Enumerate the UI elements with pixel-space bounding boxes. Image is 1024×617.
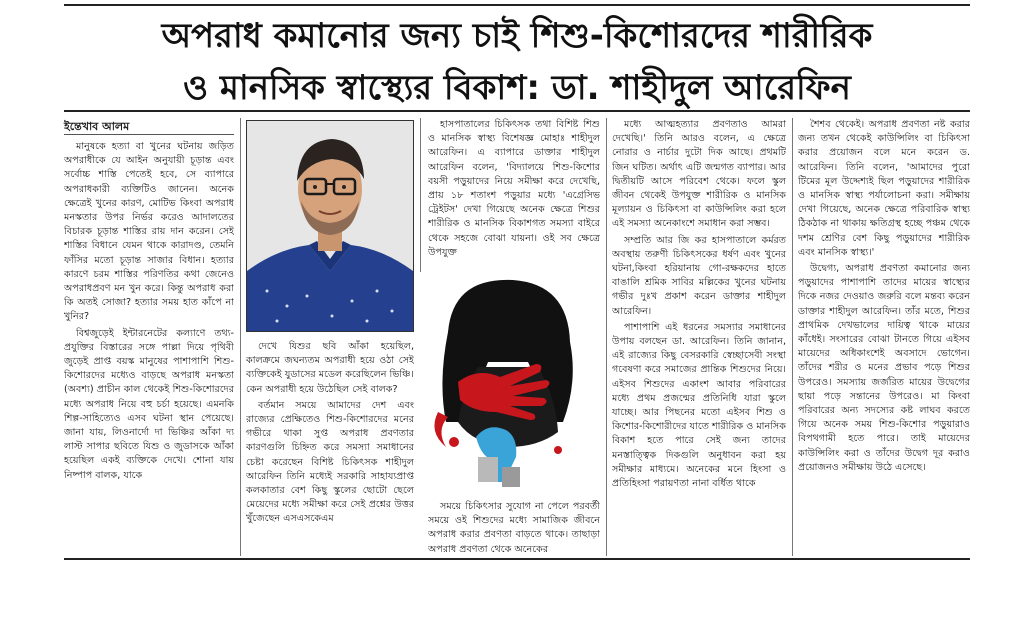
column-3-bottom [428,500,600,556]
portrait-illustration [247,121,413,331]
paragraph: হাসপাতালের চিকিৎসক তথা বিশিষ্ট শিশু ও মানসিক স্বাস্থ্য বিশেষজ্ঞ মোহাঃ শাহীদুল আরেফিন। এ ব্যাপারে ডাক্তার শাহীদুল আরেফিন বলেন, 'বিদ্যালয়ে শিশু-কিশোর বয়সী পড়ুয়াদের নিয়ে সমীক্ষা করে দেখেছি, প্রায় ১৮ শতাংশ পড়ুয়ার মধ্যে 'এগ্রেসিভ ট্রেইটস' দেখা গিয়েছে অনেক ক্ষেত্রে শিশুর শারীরিক ও মানসিক বিকাশগত সমস্যা বাইরে থেকে সহজে বোঝা যায়না। ওই সব ক্ষেত্রে উপযুক্ত [428,119,600,258]
paragraph: দেখে যিশুর ছবি আঁকা হয়েছিল, কালক্রমে জঘন্যতম অপরাধী হয়ে ওঠা সেই ব্যক্তিকেই যুডাসের মডেল করেছিলেন ভিঞ্চি। কেন অপরাধী হয়ে উঠেছিল সেই বালক? [246,341,414,395]
column-divider [792,118,793,556]
column-2 [246,340,414,556]
paragraph: উদ্বেগ্য, অপরাধ প্রবণতা কমানোর জন্য পড়ুয়াদের পাশাপাশি তাদের মায়ের স্বাস্থ্যের দিকে নজর দেওয়াও জরুরি বলে মন্তব্য করেন ডাক্তার শাহীদুল আরেফিন। তাঁর মতে, শিশুর প্রাথমিক দেখভালের দায়িত্ব থাকে মায়ের কাঁধেই। সংসারের বোঝা টানতে গিয়ে এইসব মায়েদের অধিকাংশেই অবসাদে ভোগেন। তাঁদের শরীর ও মনের প্রভাব পড়ে শিশুর উপরেও। সমস্যায় জর্জরিত মায়ের উদ্বেগের ছায়া পড়ে সন্তানের উপরেও। মা কিংবা পরিবারের অন্য সদস্যের কষ্ট লাঘব করতে গিয়ে অনেক সময় শিশু-কিশোর পড়ুয়ারাও বিপথগামী হতে পারে। তাই মায়েদের কাউন্সিলিং করা ও তাঁদের উদ্বেগ দূর করাও প্রয়োজনও সমীক্ষায় উঠে এসেছে। [798,263,970,473]
paragraph: মধ্যে আত্মহত্যার প্রবণতাও আমরা দেখেছি।' তিনি আরও বলেন, এ ক্ষেত্রে নোরার ও নার্চার দুটো দিক আছে। প্রথমটি জিন ঘটিত। অর্থাৎ এটি জন্মগত ব্যাপার। আর দ্বিতীয়টি আসে পরিবেশ থেকে। ফলে স্কুল জীবন থেকেই উপযুক্ত শারীরিক ও মানসিক মূল্যায়ন ও চিকিৎসা বা কাউন্সিলিং করা হলে এই সমস্যা অনেকাংশে সমাধান করা সম্ভব। [612,119,786,230]
headline [64,10,970,114]
column-divider [240,118,241,556]
child-abuse-illustration [418,272,598,494]
paragraph: বিশ্বজুড়েই ইন্টারনেটের কল্যাণে তথ্য-প্রযুক্তির বিস্তারের সঙ্গে পাল্লা দিয়ে পৃথিবী জুড়েই প্রাপ্ত বয়স্ক মানুষের পাশাপাশি শিশু-কিশোরদের মধ্যেও বাড়ছে অপরাধ মনস্কতা (অবশ্য) প্রাচীন কাল থেকেই শিশু-কিশোরদের মধ্যে অপরাধ নিয়ে বহু চর্চা হয়েছে। এমনকি শিল্প-সাহিত্যেও এসব ঘটনা স্থান পেয়েছে। জানা যায়, লিওনার্দো দা ভিঞ্চির আঁকা দ্য লাস্ট সাপার ছবিতে যিশু ও জুডাসকে আঁকা হয়েছিল একই ব্যক্তিকে দেখে। শোনা যায় নিষ্পাপ বালক, যাকে [64,327,234,481]
column-3-top [428,118,600,270]
illustration-art [418,272,598,494]
bottom-rule [64,558,970,560]
column-5 [798,118,970,556]
column-divider [420,118,421,278]
headline-line-2: ও মানসিক স্বাস্থ্যের বিকাশ: ডা. শাহীদুল আরেফিন [183,68,851,108]
paragraph: বর্তমান সময়ে আমাদের দেশ এবং রাজ্যের প্রেক্ষিতেও শিশু-কিশোরদের মনের গভীরে থাকা সুপ্ত অপরাধ প্রবণতার কারণগুলি চিহ্নিত করে সমস্যা সমাধানের চেষ্টা করেছেন বিশিষ্ট চিকিৎসক শাহীদুল আরেফিন তিনি মধ্যেই সরকারি সাহায্যপ্রাপ্ত কলকাতার বেশ কিছু স্কুলের ছোটো ছেলে মেয়েদের মধ্যে সমীক্ষা করে সেই প্রশ্নের উত্তর খুঁজেছেন এসএসকেএম [246,399,414,525]
portrait-photo [246,120,414,332]
column-4 [612,118,786,556]
column-divider [606,118,607,556]
headline-line-1: অপরাধ কমানোর জন্য চাই শিশু-কিশোরদের শারীরিক [161,16,873,56]
column-1 [64,140,234,556]
paragraph: সম্প্রতি আর জি কর হাসপাতালে কর্মরত অবস্থায় তরুণী চিকিৎসকের ধর্ষণ এবং খুনের ঘটনা,কিংবা হরিয়ানায় গো-রক্ষকদের হাতে বাঙালি শ্রমিক সাবির মল্লিকের খুনের ঘটনায় গভীর দুঃখ প্রকাশ করেন ডাক্তার শাহীদুল আরেফিন। [612,234,786,317]
headline-rule [64,110,970,112]
byline-rule [64,134,234,135]
paragraph: শৈশব থেকেই। অপরাধ প্রবণতা নষ্ট করার জন্য তখন থেকেই কাউন্সিলিং বা চিকিৎসা করার প্রয়োজন বলে মনে করেন ড. আরেফিন। তিনি বলেন, 'আমাদের পুরো টিমের মূল উদ্দেশ্যই ছিল পড়ুয়াদের শারীরিক ও মানসিক স্বাস্থ্য পর্যালোচনা করা। সমীক্ষায় দেখা গিয়েছে, অনেক ক্ষেত্রে পরিবারিক স্বাস্থ্য ঠিকঠাক না থাকায় ক্ষতিগ্রস্থ হচ্ছে পঞ্চম থেকে দশম শ্রেণির বেশ কিছু পড়ুয়াদের শারীরিক এবং মানসিক স্বাস্থ্য।' [798,119,970,258]
top-rule [64,4,970,6]
byline: ইন্তেখাব আলম [64,120,130,133]
paragraph: মানুষকে হত্যা বা খুনের ঘটনায় জড়িত অপরাধীকে যে আইন অনুযায়ী চূড়ান্ত এবং সর্বোচ্চ শাস্তি পেতেই হবে, সে ব্যাপারে অপরাধকারী ব্যক্তিটিও জানেন। অনেক ক্ষেত্রেই খুনের কারণ, মোটিভ কিংবা অপরাধ মনস্কতার উপর নির্ভর করেও আদালতের বিচারক চূড়ান্ত শাস্তির রায় দান করেন। সেই শাস্তির বিধানে যেমন থাকে কারাদণ্ড, তেমনি ফাঁসির মতো চূড়ান্ত সাজার বিধান। হত্যার কারণে চরম শাস্তির পরিণতির কথা জেনেও অপরাধপ্রবণ মন খুন করে। কিন্তু অপরাধ করা কি অতই সোজা? হত্যার সময় হাত কাঁপে না খুনির? [64,141,234,323]
paragraph: পাশাপাশি এই ধরনের সমস্যার সমাধানের উপায় বলছেন ডা. আরেফিন। তিনি জানান, এই রাজ্যের কিছু বেসরকারি স্বেচ্ছাসেবী সংস্থা গবেষণা করে সমাজের প্রান্তিক শিশুদের নিয়ে। এইসব শিশুদের একাংশ আবার পরিবারের মধ্যে প্রথম প্রজন্মের প্রতিনিধি যারা স্কুলে যাচ্ছে। আর পিছনের মতো এইসব শিশু ও কিশোর-কিশোরীদের যাতে শারীরিক ও মানসিক বিকাশ হতে পারে সেই জন্য তাদের মনস্তাত্ত্বিক দিকগুলি অনুধাবন করা হয় সমীক্ষার মাধ্যমে। অনেকের মনে হিংসা ও প্রতিহিংসা পরায়ণতা নানা বর্ধিত থাকে [612,321,786,490]
paragraph: সময়ে চিকিৎসার সুযোগ না পেলে পরবর্তী সময়ে ওই শিশুদের মধ্যে সামাজিক জীবনে অপরাধ করার প্রবণতা বাড়তে থাকে। তাছাড়া অপরাধ প্রবণতা থেকে অনেকের [428,501,600,555]
